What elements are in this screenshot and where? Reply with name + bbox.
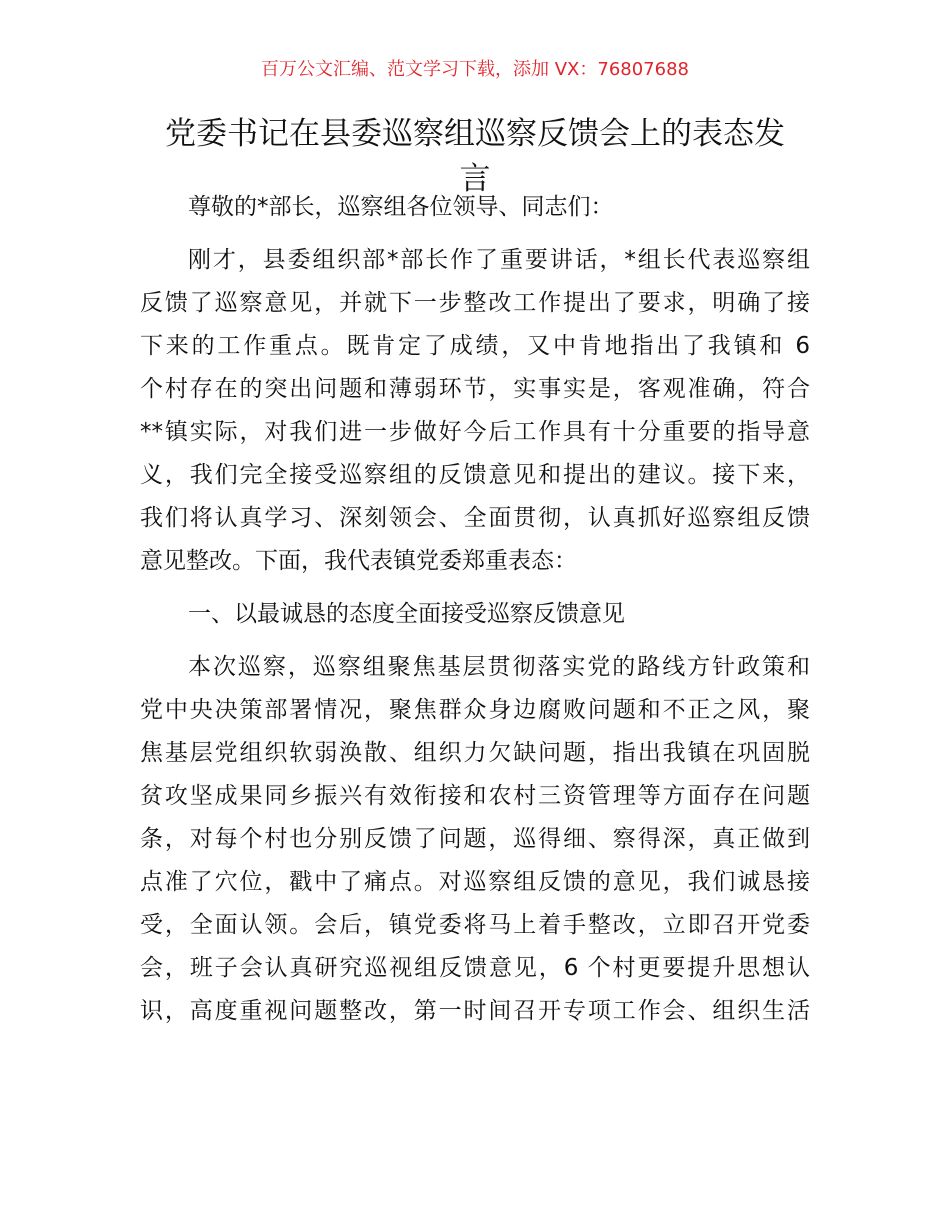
paragraph-line: 会，班子会认真研究巡视组反馈意见，6 个村更要提升思想认 <box>140 955 810 981</box>
paragraph-line: 点准了穴位，戳中了痛点。对巡察组反馈的意见，我们诚恳接 <box>140 869 810 895</box>
title-line-2: 言 <box>459 161 491 197</box>
paragraph-line: 尊敬的*部长，巡察组各位领导、同志们： <box>188 194 614 220</box>
paragraph-spacing <box>140 229 810 239</box>
paragraph-line: 个村存在的突出问题和薄弱环节，实事实是，客观准确，符合 <box>140 376 810 402</box>
paragraph-line: 党中央决策部署情况，聚焦群众身边腐败问题和不正之风，聚 <box>140 697 810 723</box>
paragraph-spacing <box>140 636 810 646</box>
paragraph-line: 反馈了巡察意见，并就下一步整改工作提出了要求，明确了接 <box>140 290 810 316</box>
paragraph-line: 本次巡察，巡察组聚焦基层贯彻落实党的路线方针政策和 <box>188 654 810 680</box>
watermark-header: 百万公文汇编、范文学习下载，添加 VX：76807688 <box>261 59 689 80</box>
paragraph-line: 义，我们完全接受巡察组的反馈意见和提出的建议。接下来， <box>140 462 810 488</box>
paragraph-line: 意见整改。下面，我代表镇党委郑重表态： <box>140 548 577 574</box>
paragraph <box>140 593 810 636</box>
paragraph-line: 受，全面认领。会后，镇党委将马上着手整改，立即召开党委 <box>140 912 810 938</box>
paragraph <box>140 186 810 229</box>
paragraph <box>140 239 810 583</box>
paragraph-line: **镇实际，对我们进一步做好今后工作具有十分重要的指导意 <box>140 419 810 445</box>
paragraph <box>140 646 810 1033</box>
paragraph-spacing <box>140 583 810 593</box>
document-body <box>140 186 810 1033</box>
paragraph-line: 识，高度重视问题整改，第一时间召开专项工作会、组织生活 <box>140 998 810 1024</box>
paragraph-line: 焦基层党组织软弱涣散、组织力欠缺问题，指出我镇在巩固脱 <box>140 740 810 766</box>
title-line-1: 党委书记在县委巡察组巡察反馈会上的表态发 <box>165 116 785 152</box>
paragraph-line: 我们将认真学习、深刻领会、全面贯彻，认真抓好巡察组反馈 <box>140 505 810 531</box>
paragraph-line: 一、以最诚恳的态度全面接受巡察反馈意见 <box>188 601 625 627</box>
paragraph-line: 条，对每个村也分别反馈了问题，巡得细、察得深，真正做到 <box>140 826 810 852</box>
paragraph-line: 贫攻坚成果同乡振兴有效衔接和农村三资管理等方面存在问题 <box>140 783 810 809</box>
paragraph-line: 刚才，县委组织部*部长作了重要讲话，*组长代表巡察组 <box>188 247 810 273</box>
paragraph-line: 下来的工作重点。既肯定了成绩，又中肯地指出了我镇和 6 <box>140 333 810 359</box>
